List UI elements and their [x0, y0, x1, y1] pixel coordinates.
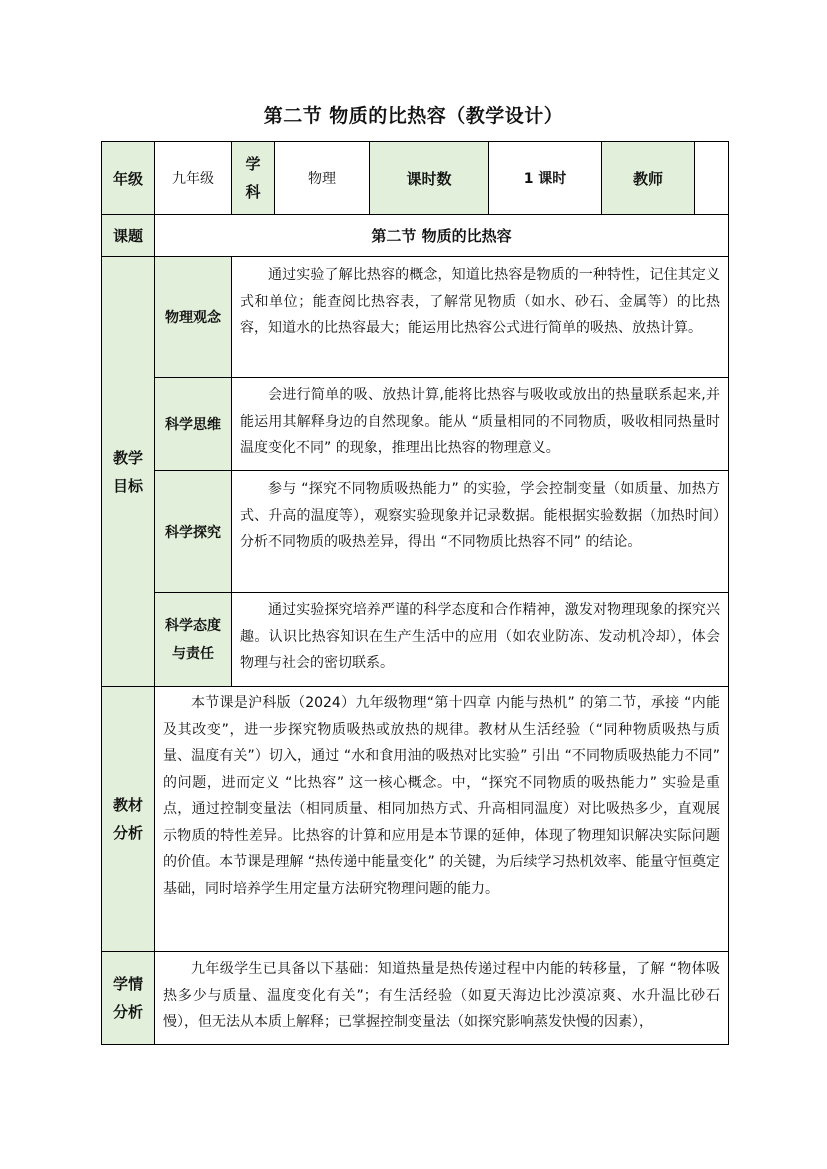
- row-divider: [155, 592, 728, 593]
- grade-value: 九年级: [172, 171, 214, 187]
- subject-value: 物理: [308, 171, 336, 187]
- subject-label-line-1: 学: [245, 155, 261, 173]
- objective-paragraph: 会进行简单的吸、放热计算,能将比热容与吸收或放出的热量联系起来,并能运用其解释身边的自然现象。能从 “质量相同的不同物质，吸收相同热量时温度变化不同” 的现象，推理出比热容的物理意义。: [240, 387, 720, 456]
- objective-text-scientific-inquiry: [232, 471, 728, 592]
- topic-label: 课题: [102, 215, 154, 256]
- objective-text-scientific-thinking: [232, 378, 728, 470]
- student-analysis-label-line-2: 分析: [112, 1003, 143, 1021]
- lesson-plan-table: [101, 141, 729, 1045]
- row-divider: [102, 951, 728, 952]
- objective-label-physics-concept: 物理观念: [155, 257, 231, 377]
- row-divider: [102, 256, 728, 257]
- teacher-label: 教师: [602, 142, 694, 214]
- objective-text-attitude: [232, 593, 728, 686]
- objectives-label-line-1: 教学: [112, 448, 143, 467]
- grade-label: 年级: [102, 142, 154, 214]
- document-title: 第二节 物质的比热容（教学设计）: [263, 105, 564, 127]
- periods-value: 1 课时: [523, 171, 567, 187]
- row-divider: [102, 214, 728, 215]
- textbook-analysis-label-line-1: 教材: [112, 796, 143, 814]
- student-analysis-label-line-1: 学情: [112, 975, 143, 993]
- objectives-label: [102, 257, 154, 686]
- topic-value: 第二节 物质的比热容: [371, 227, 512, 245]
- textbook-analysis-paragraph: 本节课是沪科版（2024）九年级物理“第十四章 内能与热机” 的第二节，承接 “内能及其改变”，进一步探究物质吸热或放热的规律。教材从生活经验（“同种物质吸热与质量、温度有关”）切入，通过 “水和食用油的吸热对比实验” 引出 “不同物质吸热能力不同” 的问题，进而定义 “比热容” 这一核心概念。中，“探究不同物质的吸热能力” 实验是重点，通过控制变量法（相同质量、相同加热方式、升高相同温度）对比吸热多少，直观展示物质的特性差异。比热容的计算和应用是本节课的延伸，体现了物理知识解决实际问题的价值。本节课是理解 “热传递中能量变化” 的关键，为后续学习热机效率、能量守恒奠定基础，同时培养学生用定量方法研究物理问题的能力。: [163, 695, 720, 897]
- textbook-analysis-text: [155, 687, 728, 951]
- student-analysis-paragraph: 九年级学生已具备以下基础：知道热量是热传递过程中内能的转移量，了解 “物体吸热多少与质量、温度变化有关”；有生活经验（如夏天海边比沙漠凉爽、水升温比砂石慢），但无法从本质上解释；已掌握控制变量法（如探究影响蒸发快慢的因素），: [163, 961, 720, 1030]
- subject-label: [232, 142, 274, 214]
- objective-text-physics-concept: [232, 257, 728, 377]
- periods-label: 课时数: [370, 142, 488, 214]
- objective-label-scientific-thinking: 科学思维: [155, 378, 231, 470]
- objective-label-scientific-inquiry: 科学探究: [155, 471, 231, 592]
- subject-label-line-2: 科: [245, 183, 261, 201]
- teacher-value: [695, 142, 728, 214]
- textbook-analysis-label: [102, 687, 154, 951]
- student-analysis-text: [155, 952, 728, 1044]
- objective-label-attitude: [155, 593, 231, 686]
- objective-paragraph: 参与 “探究不同物质吸热能力” 的实验，学会控制变量（如质量、加热方式、升高的温度等），观察实验现象并记录数据。能根据实验数据（加热时间）分析不同物质的吸热差异，得出 “不同物质比热容不同” 的结论。: [240, 481, 720, 550]
- row-divider: [155, 377, 728, 378]
- column-divider: [274, 142, 275, 214]
- textbook-analysis-label-line-2: 分析: [112, 824, 143, 842]
- objective-paragraph: 通过实验探究培养严谨的科学态度和合作精神，激发对物理现象的探究兴趣。认识比热容知识在生产生活中的应用（如农业防冻、发动机冷却），体会物理与社会的密切联系。: [240, 602, 720, 671]
- objective-paragraph: 通过实验了解比热容的概念，知道比热容是物质的一种特性，记住其定义式和单位；能查阅比热容表，了解常见物质（如水、砂石、金属等）的比热容，知道水的比热容最大；能运用比热容公式进行简单的吸热、放热计算。: [240, 267, 720, 336]
- objective-label-line-2: 与责任: [172, 645, 214, 662]
- column-divider: [488, 142, 489, 214]
- column-divider: [154, 142, 155, 1044]
- row-divider: [102, 686, 728, 687]
- objective-label-line-1: 科学态度: [165, 617, 221, 634]
- column-divider: [231, 256, 232, 686]
- column-divider: [601, 142, 602, 214]
- row-divider: [155, 470, 728, 471]
- student-analysis-label: [102, 952, 154, 1044]
- column-divider: [231, 142, 232, 214]
- column-divider: [694, 142, 695, 214]
- objectives-label-line-2: 目标: [112, 476, 143, 495]
- column-divider: [369, 142, 370, 214]
